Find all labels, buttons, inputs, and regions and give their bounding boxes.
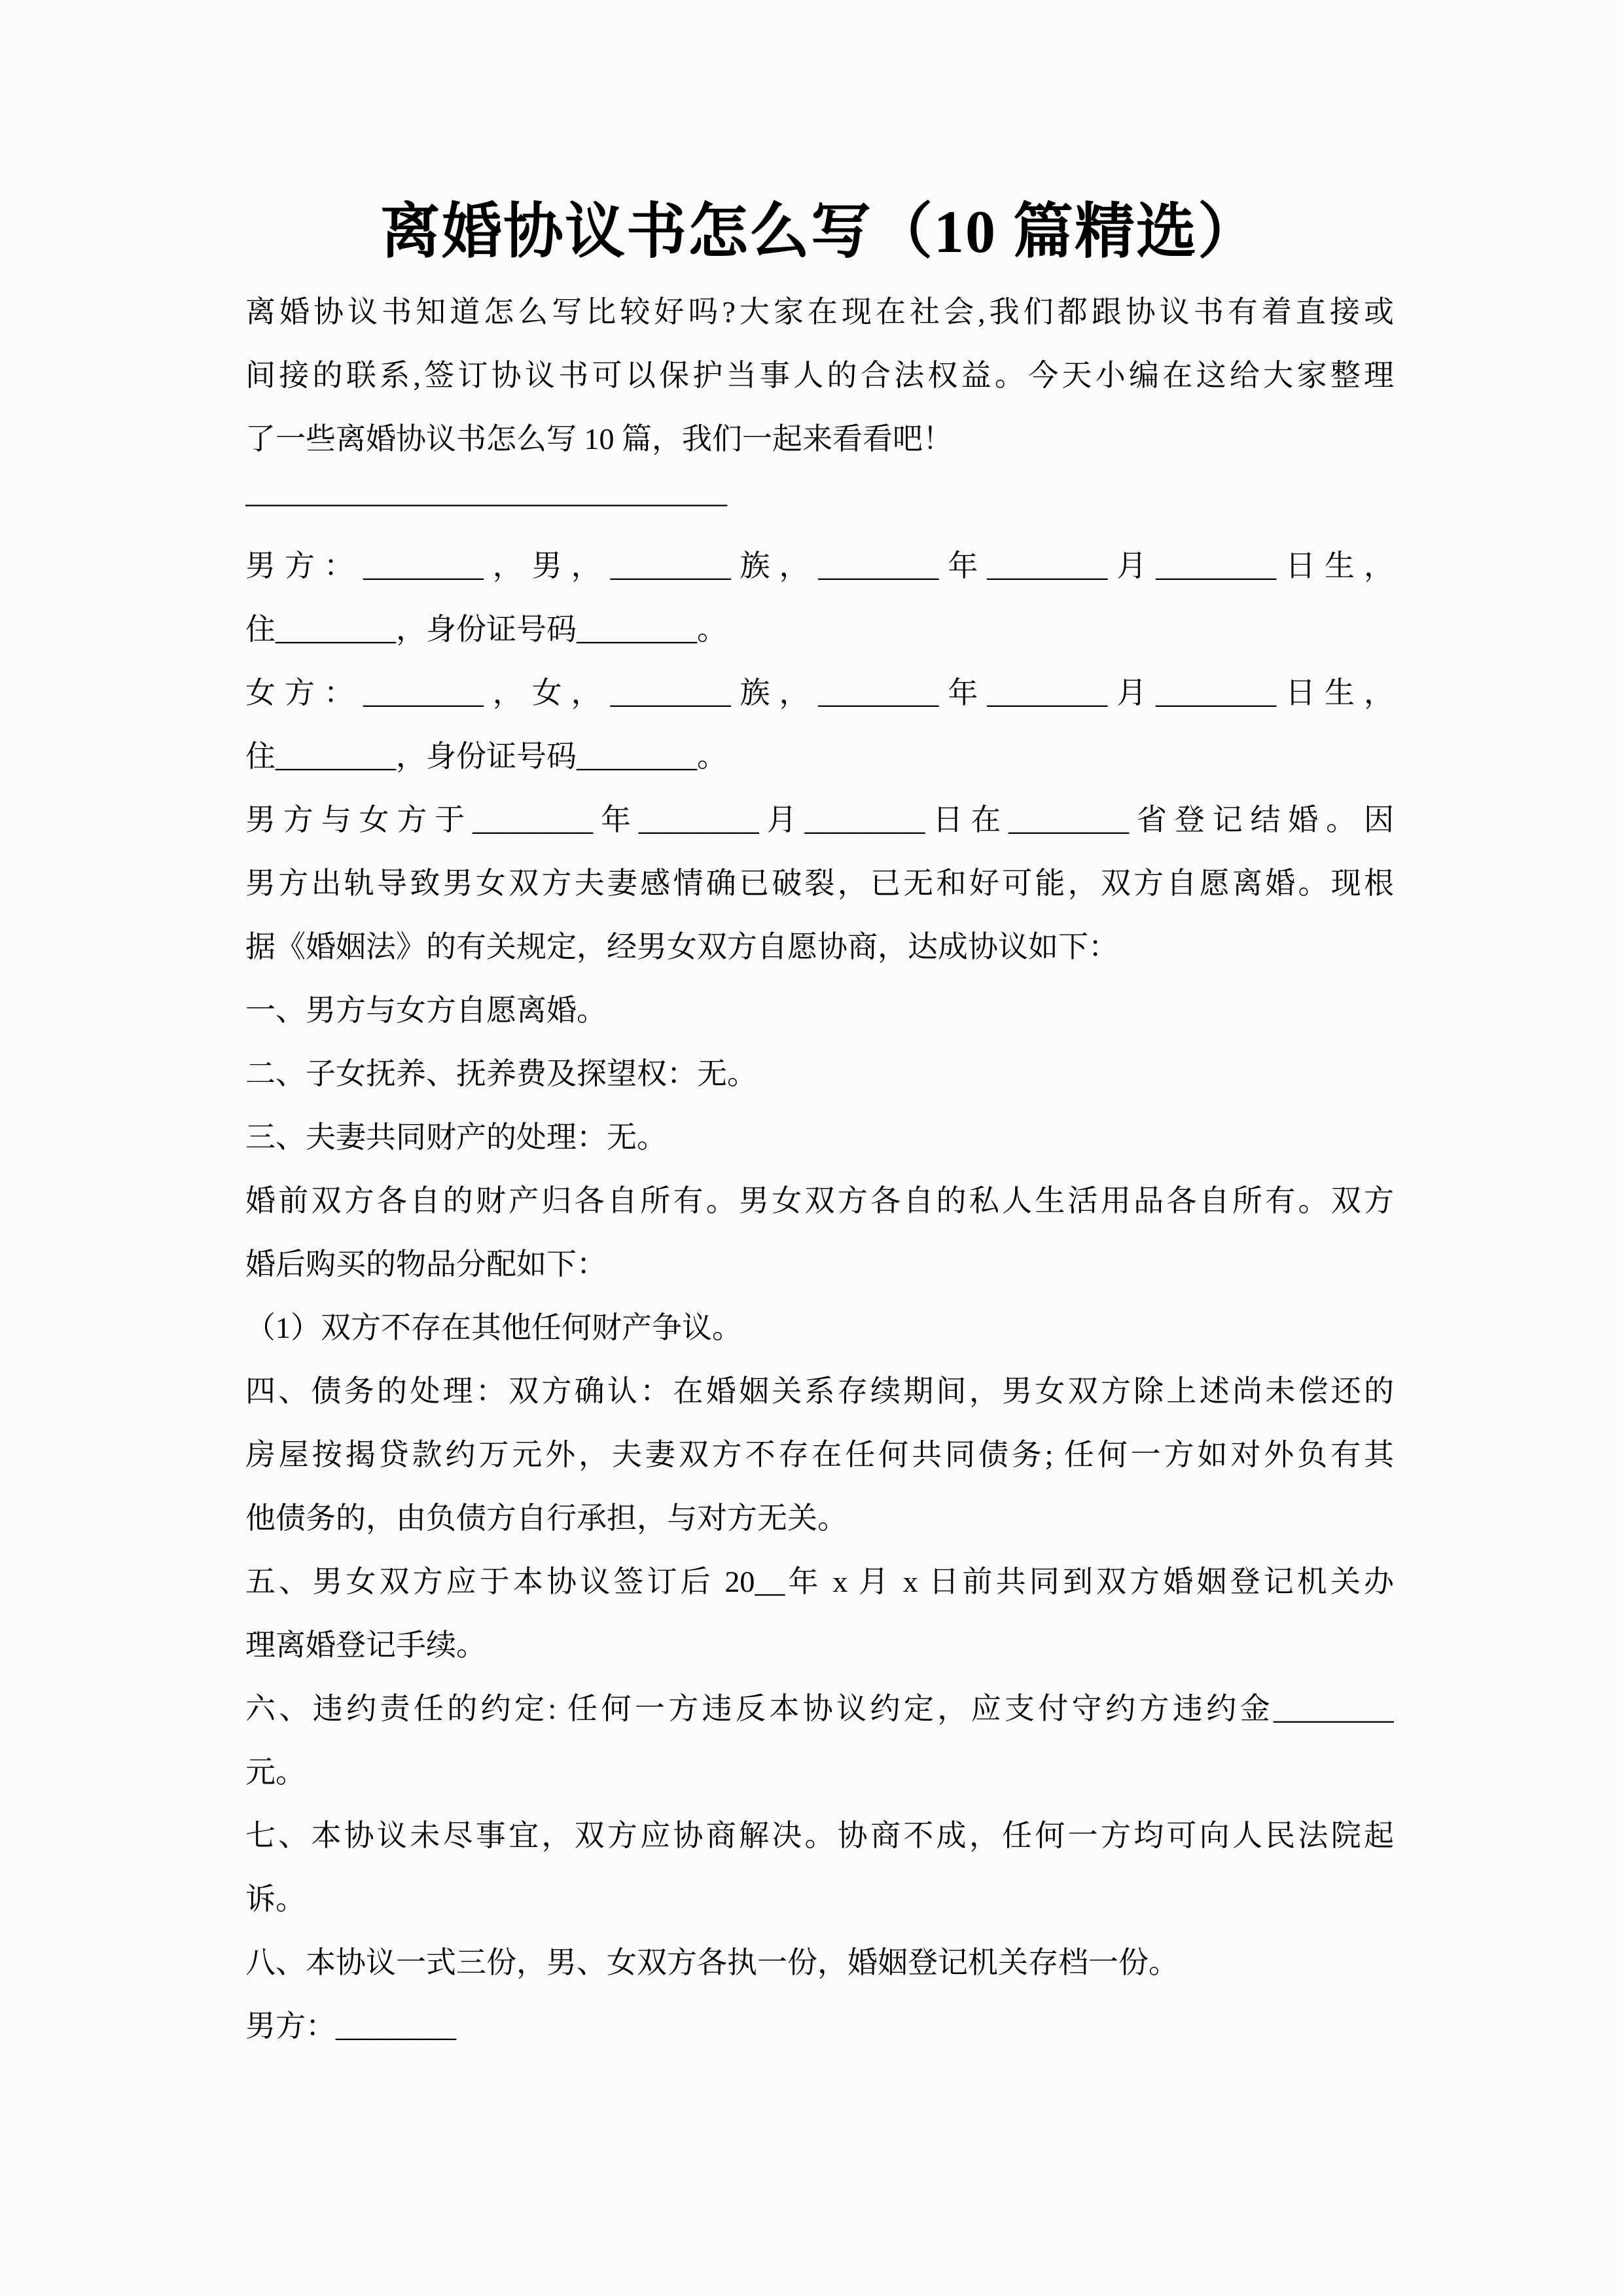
doc-line-property-1: 婚前双方各自的财产归各自所有。男女双方各自的私人生活用品各自所有。双方 xyxy=(245,1184,1394,1217)
doc-line-intro-2: 间接的联系,签订协议书可以保护当事人的合法权益。今天小编在这给大家整理 xyxy=(245,359,1394,392)
doc-line-clause-2: 二、子女抚养、抚养费及探望权：无。 xyxy=(245,1057,757,1090)
doc-line-clause-4-a: 四、债务的处理：双方确认：在婚姻关系存续期间，男女双方除上述尚未偿还的 xyxy=(245,1374,1394,1408)
doc-line-property-2: 婚后购买的物品分配如下： xyxy=(245,1247,607,1281)
doc-line-clause-7-a: 七、本协议未尽事宜，双方应协商解决。协商不成，任何一方均可向人民法院起 xyxy=(245,1819,1394,1852)
doc-line-wife-address: 住________，身份证号码________。 xyxy=(245,740,727,773)
doc-line-intro-1: 离婚协议书知道怎么写比较好吗?大家在现在社会,我们都跟协议书有着直接或 xyxy=(245,295,1394,329)
doc-line-clause-1: 一、男方与女方自愿离婚。 xyxy=(245,994,607,1027)
divider-line: ———————————————— xyxy=(245,486,727,519)
doc-line-clause-7-b: 诉。 xyxy=(245,1882,306,1916)
doc-line-law-reference: 据《婚姻法》的有关规定，经男女双方自愿协商，达成协议如下： xyxy=(245,930,1118,963)
doc-line-husband-address: 住________，身份证号码________。 xyxy=(245,613,727,646)
doc-line-clause-8: 八、本协议一式三份，男、女双方各执一份，婚姻登记机关存档一份。 xyxy=(245,1946,1179,1979)
doc-line-divorce-reason: 男方出轨导致男女双方夫妻感情确已破裂，已无和好可能，双方自愿离婚。现根 xyxy=(245,867,1394,900)
doc-line-clause-4-c: 他债务的，由负债方自行承担，与对方无关。 xyxy=(245,1501,847,1535)
doc-line-wife-info: 女方：________，女，________族，________年________月________日生， xyxy=(245,676,1394,709)
doc-line-intro-3: 了一些离婚协议书怎么写 10 篇，我们一起来看看吧！ xyxy=(245,422,953,456)
doc-line-clause-5-b: 理离婚登记手续。 xyxy=(245,1628,486,1662)
document-body xyxy=(245,280,1394,2058)
document-title: 离婚协议书怎么写（10 篇精选） xyxy=(380,198,1259,265)
doc-line-clause-3: 三、夫妻共同财产的处理：无。 xyxy=(245,1121,667,1154)
doc-line-property-item-1: （1）双方不存在其他任何财产争议。 xyxy=(245,1311,742,1344)
doc-line-husband-info: 男方：________，男，________族，________年________月________日生， xyxy=(245,549,1394,583)
doc-line-clause-5-a: 五、男女双方应于本协议签订后 20__年 x 月 x 日前共同到双方婚姻登记机关办 xyxy=(245,1565,1394,1598)
doc-line-clause-4-b: 房屋按揭贷款约万元外，夫妻双方不存在任何共同债务; 任何一方如对外负有其 xyxy=(245,1438,1394,1471)
doc-line-marriage-register: 男方与女方于________年________月________日在________省登记结婚。因 xyxy=(245,803,1394,836)
signature-line-husband: 男方：________ xyxy=(245,2009,456,2043)
doc-line-clause-6-b: 元。 xyxy=(245,1755,306,1789)
doc-line-clause-6-a: 六、违约责任的约定: 任何一方违反本协议约定，应支付守约方违约金________ xyxy=(245,1692,1394,1725)
